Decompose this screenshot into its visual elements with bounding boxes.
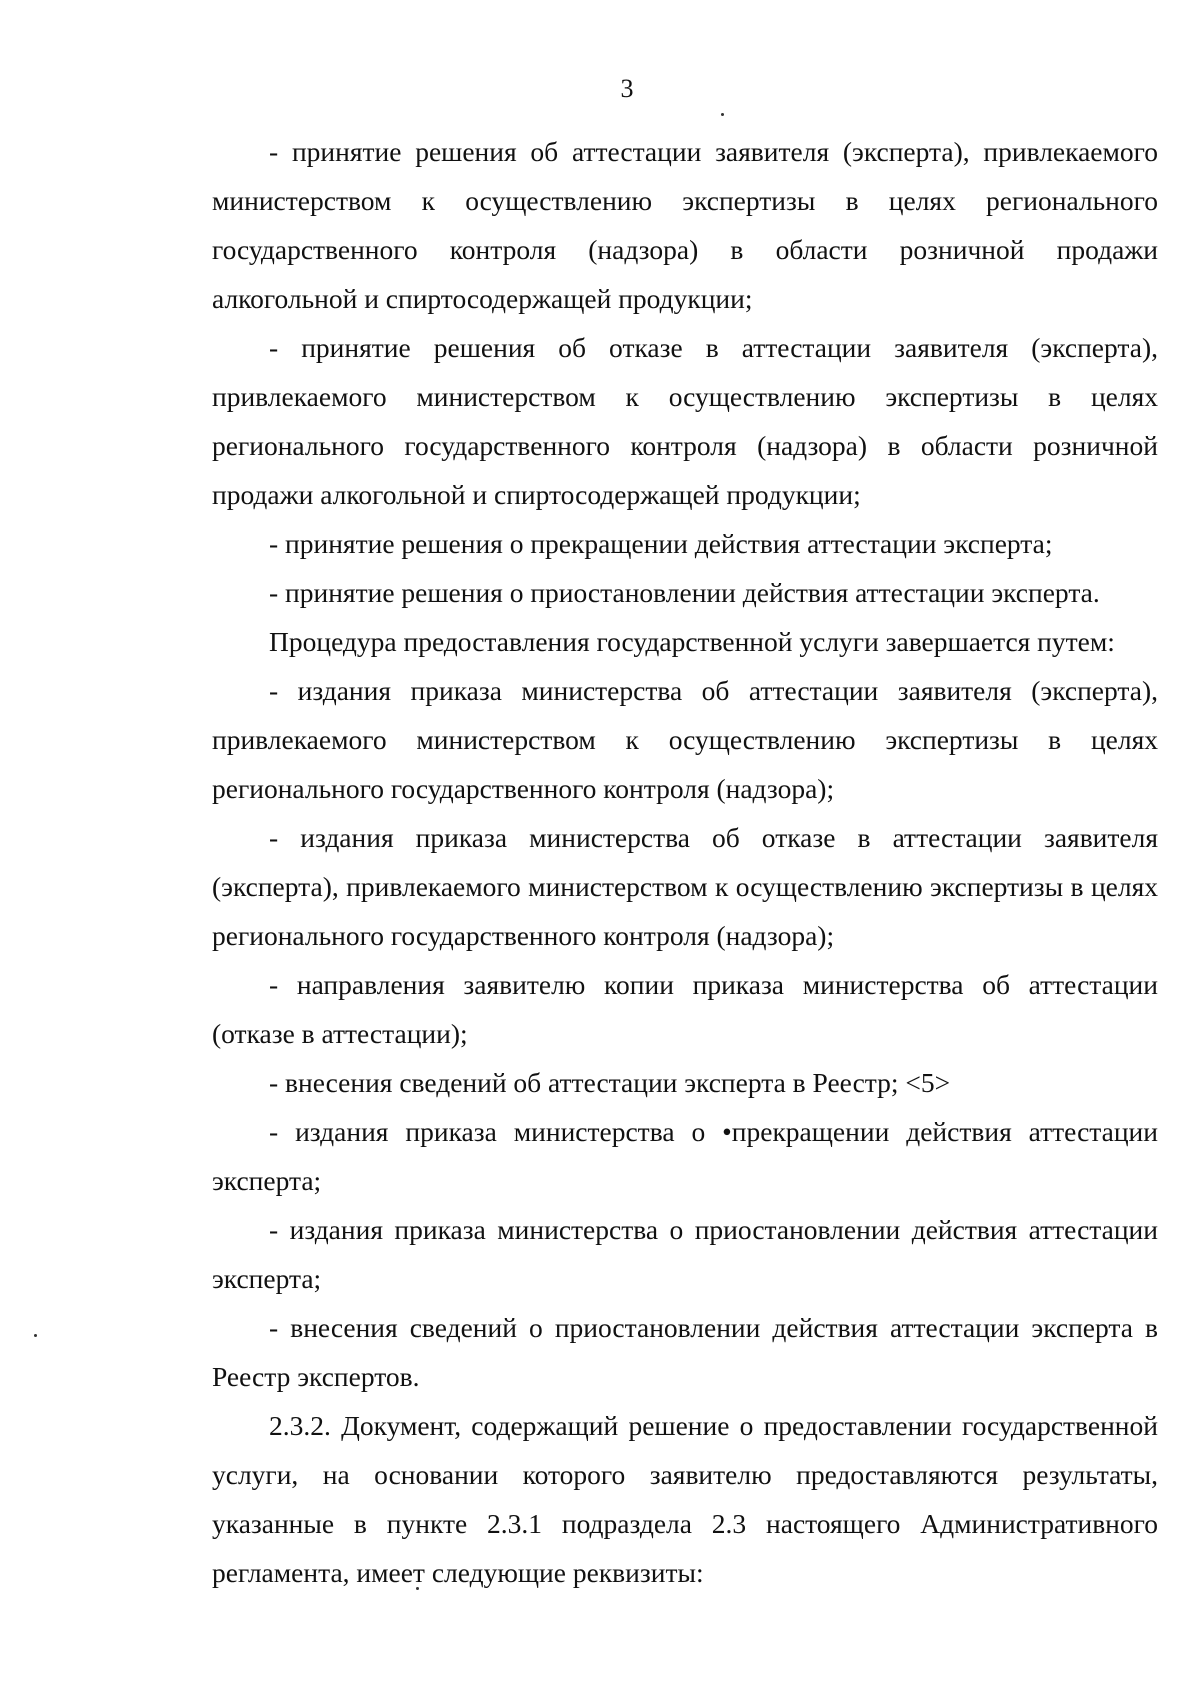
scan-speck — [721, 113, 724, 116]
section-paragraph: 2.3.2. Документ, содержащий решение о предоставлении государственной услуги, на основании которого заявителю предоставляются результаты, указанные в пункте 2.3.1 подраздела 2.3 настоящего Административного регламента, имеет следующие реквизиты: — [212, 1410, 1158, 1588]
list-item-paragraph: - направления заявителю копии приказа министерства об аттестации (отказе в аттестации); — [212, 969, 1158, 1049]
list-item-paragraph: - издания приказа министерства о приостановлении действия аттестации эксперта; — [212, 1214, 1158, 1294]
document-body — [212, 127, 1158, 1597]
list-item-paragraph: - принятие решения об отказе в аттестации заявителя (эксперта), привлекаемого министерством к осуществлению экспертизы в целях регионального государственного контроля (надзора) в области розничной продажи алкогольной и спиртосодержащей продукции; — [212, 332, 1158, 510]
procedure-intro-paragraph: Процедура предоставления государственной услуги завершается путем: — [269, 626, 1115, 657]
list-item-paragraph: - принятие решения о приостановлении действия аттестации эксперта. — [269, 577, 1100, 608]
scan-speck — [34, 1334, 37, 1337]
list-item-paragraph: - принятие решения о прекращении действия аттестации эксперта; — [269, 528, 1053, 559]
list-item-paragraph: - принятие решения об аттестации заявителя (эксперта), привлекаемого министерством к осуществлению экспертизы в целях регионального государственного контроля (надзора) в области розничной продажи алкогольной и спиртосодержащей продукции; — [212, 136, 1158, 314]
list-item-paragraph: - внесения сведений об аттестации эксперта в Реестр; <5> — [269, 1067, 951, 1098]
list-item-paragraph: - внесения сведений о приостановлении действия аттестации эксперта в Реестр экспертов. — [212, 1312, 1158, 1392]
page-number: 3 — [620, 74, 634, 103]
list-item-paragraph: - издания приказа министерства об отказе в аттестации заявителя (эксперта), привлекаемого министерством к осуществлению экспертизы в целях регионального государственного контроля (надзора); — [212, 822, 1158, 951]
list-item-paragraph: - издания приказа министерства о •прекращении действия аттестации эксперта; — [212, 1116, 1158, 1196]
list-item-paragraph: - издания приказа министерства об аттестации заявителя (эксперта), привлекаемого министерством к осуществлению экспертизы в целях регионального государственного контроля (надзора); — [212, 675, 1158, 804]
